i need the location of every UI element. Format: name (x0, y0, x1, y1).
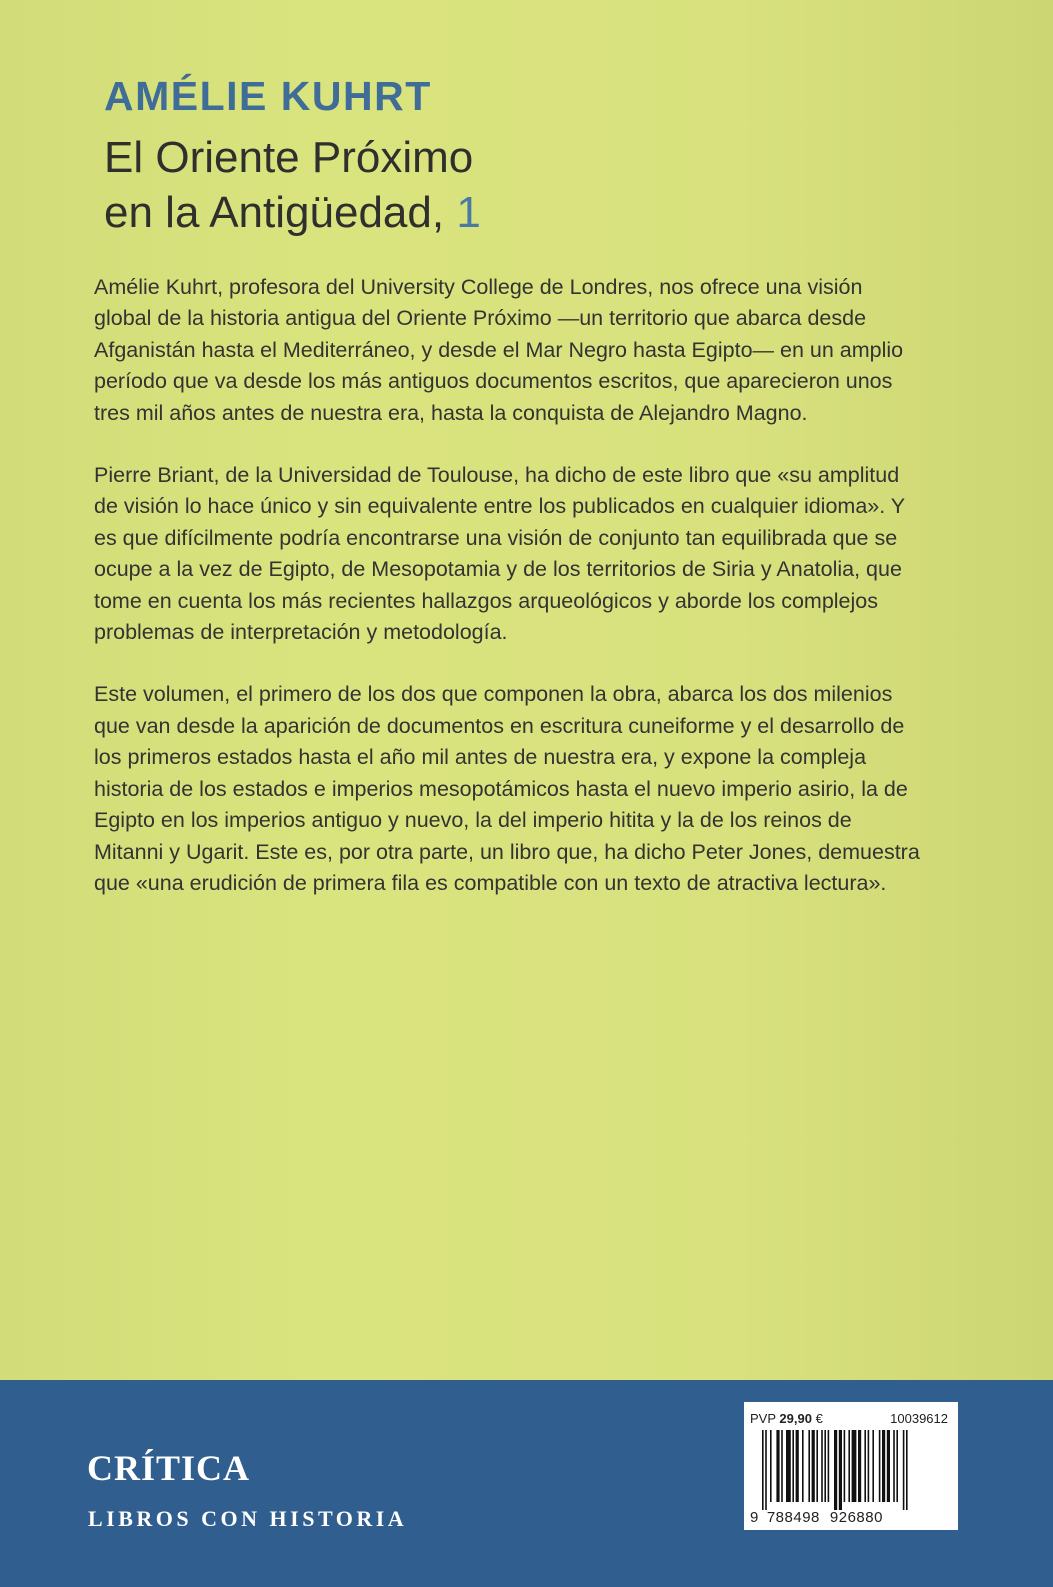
pvp-label: PVP (750, 1411, 776, 1426)
barcode-bar (848, 1430, 850, 1502)
barcode-bar (839, 1430, 842, 1510)
barcode-bar (796, 1430, 799, 1502)
barcode-bar (852, 1430, 857, 1502)
barcode-bar (781, 1430, 783, 1502)
barcode-label (744, 1402, 958, 1530)
barcode-bar (770, 1430, 772, 1502)
currency-symbol: € (815, 1411, 823, 1426)
barcode-bar (879, 1430, 881, 1502)
barcode-bar (893, 1430, 895, 1502)
barcode-bar (868, 1430, 870, 1502)
barcode-bar (812, 1430, 815, 1502)
barcode-bar (872, 1430, 874, 1502)
author-name: AMÉLIE KUHRT (104, 73, 432, 119)
blurb (94, 272, 924, 930)
barcode-bar (906, 1430, 908, 1510)
barcode-bar (864, 1430, 866, 1502)
volume-number: 1 (456, 188, 481, 237)
barcode-bar (776, 1430, 779, 1502)
isbn-digits (750, 1510, 954, 1525)
blurb-paragraph-3: Este volumen, el primero de los dos que componen la obra, abarca los dos milenios que van desde la aparición de documentos en escritura cuneiforme y el desarrollo de los primeros estados hasta el año mil antes de nuestra era, y expone la compleja historia de los estados e imperios mesopotámicos hasta el nuevo imperio asirio, la de Egipto en los imperios antiguo y nuevo, la del imperio hitita y la de los reinos de Mitanni y Ugarit. Este es, por otra parte, un libro que, ha dicho Peter Jones, demuestra que «una erudición de primera fila es compatible con un texto de atractiva lectura». (94, 682, 920, 895)
barcode-bar (821, 1430, 823, 1502)
barcode-bar (802, 1430, 804, 1502)
price-value: 29,90 (779, 1411, 812, 1426)
barcode-bar (828, 1430, 830, 1502)
title-line-1: El Oriente Próximo (104, 133, 474, 182)
blurb-paragraph-2: Pierre Briant, de la Universidad de Toulouse, ha dicho de este libro que «su amplitud de visión lo hace único y sin equivalente entre los publicados en cualquier idioma». Y es que difícilmente podría encontrarse una visión de conjunto tan equilibrada que se ocupe a la vez de Egipto, de Mesopotamia y de los territorios de Siria y Anatolia, que tome en cuenta los más recientes hallazgos arqueológicos y aborde los complejos problemas de interpretación y metodología. (94, 463, 905, 645)
barcode-bar (765, 1430, 767, 1510)
isbn-group-2: 926880 (829, 1509, 883, 1526)
isbn-group-1: 788498 (766, 1509, 820, 1526)
product-code: 10039612 (890, 1411, 948, 1426)
barcode-bar (786, 1430, 791, 1502)
barcode-bar (834, 1430, 837, 1510)
title-line-2: en la Antigüedad, (104, 188, 445, 237)
barcode-bar (887, 1430, 890, 1502)
barcode-bar (792, 1430, 794, 1502)
barcode-bar (882, 1430, 885, 1502)
publisher-logo: CRÍTICA (87, 1448, 251, 1488)
barcode-bar (824, 1430, 826, 1502)
isbn-first-digit: 9 (750, 1509, 759, 1526)
blurb-paragraph-1: Amélie Kuhrt, profesora del University College de Londres, nos ofrece una visión global de la historia antigua del Oriente Próximo —un territorio que abarca desde Afganistán hasta el Mediterráneo, y desde el Mar Negro hasta Egipto— en un amplio período que va desde los más antiguos documentos escritos, que aparecieron unos tres mil años antes de nuestra era, hasta la conquista de Alejandro Magno. (94, 275, 904, 425)
price-line (750, 1412, 952, 1425)
barcode-bar (762, 1430, 764, 1510)
barcode-bar (903, 1430, 905, 1510)
barcode-bars (748, 1430, 954, 1510)
publisher-tagline: LIBROS CON HISTORIA (88, 1506, 408, 1531)
barcode-bar (808, 1430, 810, 1502)
barcode-bar (896, 1430, 898, 1502)
book-title (104, 130, 481, 240)
barcode-bar (844, 1430, 846, 1502)
barcode-bar (858, 1430, 861, 1502)
barcode-bar (816, 1430, 818, 1502)
